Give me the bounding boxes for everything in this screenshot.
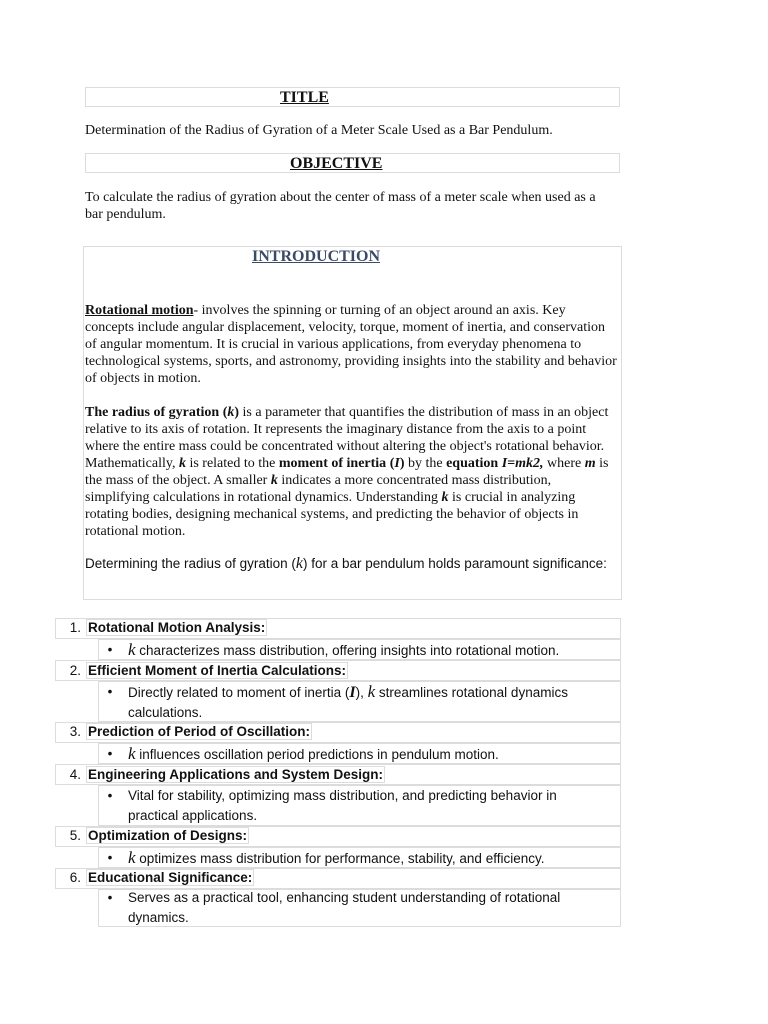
list-label: Rotational Motion Analysis: xyxy=(88,620,266,635)
significance-paragraph xyxy=(85,554,617,574)
k-symbol: k xyxy=(270,473,278,488)
bullet: • xyxy=(107,642,113,657)
list-number: 2. xyxy=(69,663,81,678)
significance-text-b: ) for a bar pendulum holds paramount significance: xyxy=(302,556,607,571)
rog-text-f: indicates a more concentrated mass distribution, simplifying calculations in rotational dynamics. Understanding xyxy=(85,473,552,505)
radius-of-gyration-term: The radius of gyration xyxy=(85,405,220,420)
equation: I=mk2, xyxy=(501,456,544,471)
list-label: Engineering Applications and System Design: xyxy=(88,767,384,782)
list-label: Educational Significance: xyxy=(88,870,253,885)
rotational-motion-text: - involves the spinning or turning of an object around an axis. Key concepts include angular displacement, velocity, torque, moment of inertia, and conservation of angular momentum. It is crucial in various applications, from everyday phenomena to technological systems, sports, and astronomy, providing insights into the stability and behavior of objects in motion. xyxy=(85,303,617,386)
rog-text-c: by the xyxy=(407,456,443,471)
significance-text-a: Determining the radius of gyration ( xyxy=(85,556,296,571)
objective-text: To calculate the radius of gyration about the center of mass of a meter scale when used as a bar pendulum. xyxy=(85,190,596,222)
rog-text-g: is crucial in analyzing rotating bodies, designing mechanical systems, and predicting the behavior of objects in rotational motion. xyxy=(85,490,579,539)
list-number: 6. xyxy=(69,870,81,885)
k-symbol: k xyxy=(178,456,186,471)
list-number: 1. xyxy=(69,620,81,635)
list-detail: k optimizes mass distribution for performance, stability, and efficiency. xyxy=(128,848,545,867)
moment-of-inertia-term: moment of inertia xyxy=(278,456,387,471)
list-detail: k characterizes mass distribution, offering insights into rotational motion. xyxy=(128,640,560,659)
radius-of-gyration-paragraph: The radius of gyration (k) is a parameter that quantifies the distribution of mass in an object relative to its axis of rotation. It represents the imaginary distance from the axis to a point where the entire mass could be concentrated without altering the object's rotational behavior. Mathematically, k is related to the moment of inertia (I) by the equation I=mk2, where m is the mass of the object. A smaller k indicates a more concentrated mass distribution, simplifying calculations in rotational dynamics. Understanding k is crucial in analyzing rotating bodies, designing mechanical systems, and predicting the behavior of objects in rotational motion. xyxy=(85,405,609,539)
list-detail: Directly related to moment of inertia (I), k streamlines rotational dynamics calculations. xyxy=(128,682,568,720)
list-number: 5. xyxy=(69,828,81,843)
introduction-heading: INTRODUCTION xyxy=(252,248,381,265)
list-label: Optimization of Designs: xyxy=(88,828,248,843)
bullet: • xyxy=(107,850,113,865)
title-heading-box xyxy=(85,87,620,107)
rotational-motion-term: Rotational motion xyxy=(85,303,194,318)
k-symbol: k xyxy=(227,405,235,420)
list-number: 3. xyxy=(69,724,81,739)
rog-text-e: is the mass of the object. A smaller xyxy=(85,456,609,488)
introduction-body xyxy=(85,302,617,574)
bullet: • xyxy=(107,684,113,699)
objective-heading: OBJECTIVE xyxy=(290,155,383,172)
rog-text-b: is related to the xyxy=(189,456,276,471)
list-detail: Vital for stability, optimizing mass distribution, and predicting behavior in practical applications. xyxy=(128,788,557,823)
rotational-motion-paragraph xyxy=(85,302,617,387)
list-number: 4. xyxy=(69,767,81,782)
k-symbol: k xyxy=(441,490,449,505)
k-symbol: k xyxy=(295,555,303,572)
list-label: Prediction of Period of Oscillation: xyxy=(88,724,311,739)
list-label: Efficient Moment of Inertia Calculations: xyxy=(88,663,347,678)
title-text: Determination of the Radius of Gyration of a Meter Scale Used as a Bar Pendulum. xyxy=(85,123,553,138)
bullet: • xyxy=(107,746,113,761)
equation-label: equation xyxy=(446,456,499,471)
list-detail: k influences oscillation period predictions in pendulum motion. xyxy=(128,744,499,763)
i-symbol: I xyxy=(394,456,400,471)
title-heading: TITLE xyxy=(280,89,329,106)
bullet: • xyxy=(107,890,113,905)
m-symbol: m xyxy=(584,456,596,471)
rog-text-d: where xyxy=(547,456,582,471)
rog-text-a: is a parameter that quantifies the distribution of mass in an object relative to its axis of rotation. It represents the imaginary distance from the axis to a point where the entire mass could be concentrated without altering the object's rotational behavior. Mathematically, xyxy=(85,405,609,471)
list-detail: Serves as a practical tool, enhancing student understanding of rotational dynamics. xyxy=(128,890,561,925)
bullet: • xyxy=(107,788,113,803)
